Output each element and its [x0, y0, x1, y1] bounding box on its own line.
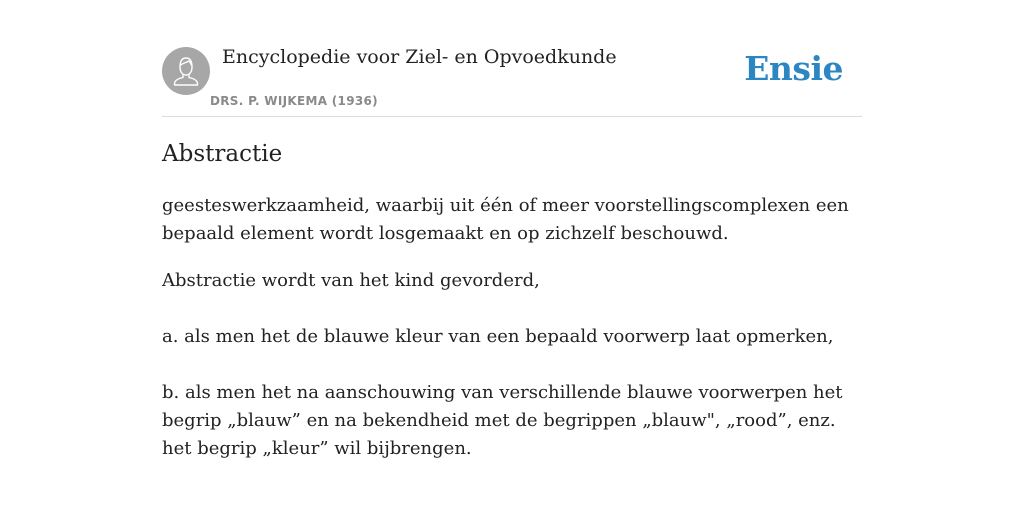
author-label[interactable]: DRS. P. WIJKEMA (1936) [210, 94, 378, 108]
user-avatar-icon[interactable] [162, 47, 210, 95]
article-paragraph-definition: geesteswerkzaamheid, waarbij uit één of meer voorstellingscomplexen een bepaald element wordt losgemaakt en op zichzelf beschouwd. [162, 195, 849, 244]
ensie-logo[interactable]: Ensie [744, 49, 843, 88]
article-body [162, 138, 862, 463]
source-header [162, 0, 862, 117]
article-paragraph-a: a. als men het de blauwe kleur van een bepaald voorwerp laat opmerken, [162, 326, 834, 347]
article-paragraph-intro: Abstractie wordt van het kind gevorderd, [162, 270, 540, 291]
article-paragraph-b: b. als men het na aanschouwing van verschillende blauwe voorwerpen het begrip „blauw” en na bekendheid met de begrippen „blauw", „rood”, enz. het begrip „kleur” wil bijbrengen. [162, 382, 843, 459]
source-title[interactable]: Encyclopedie voor Ziel- en Opvoedkunde [222, 46, 617, 68]
article-title: Abstractie [162, 141, 283, 167]
